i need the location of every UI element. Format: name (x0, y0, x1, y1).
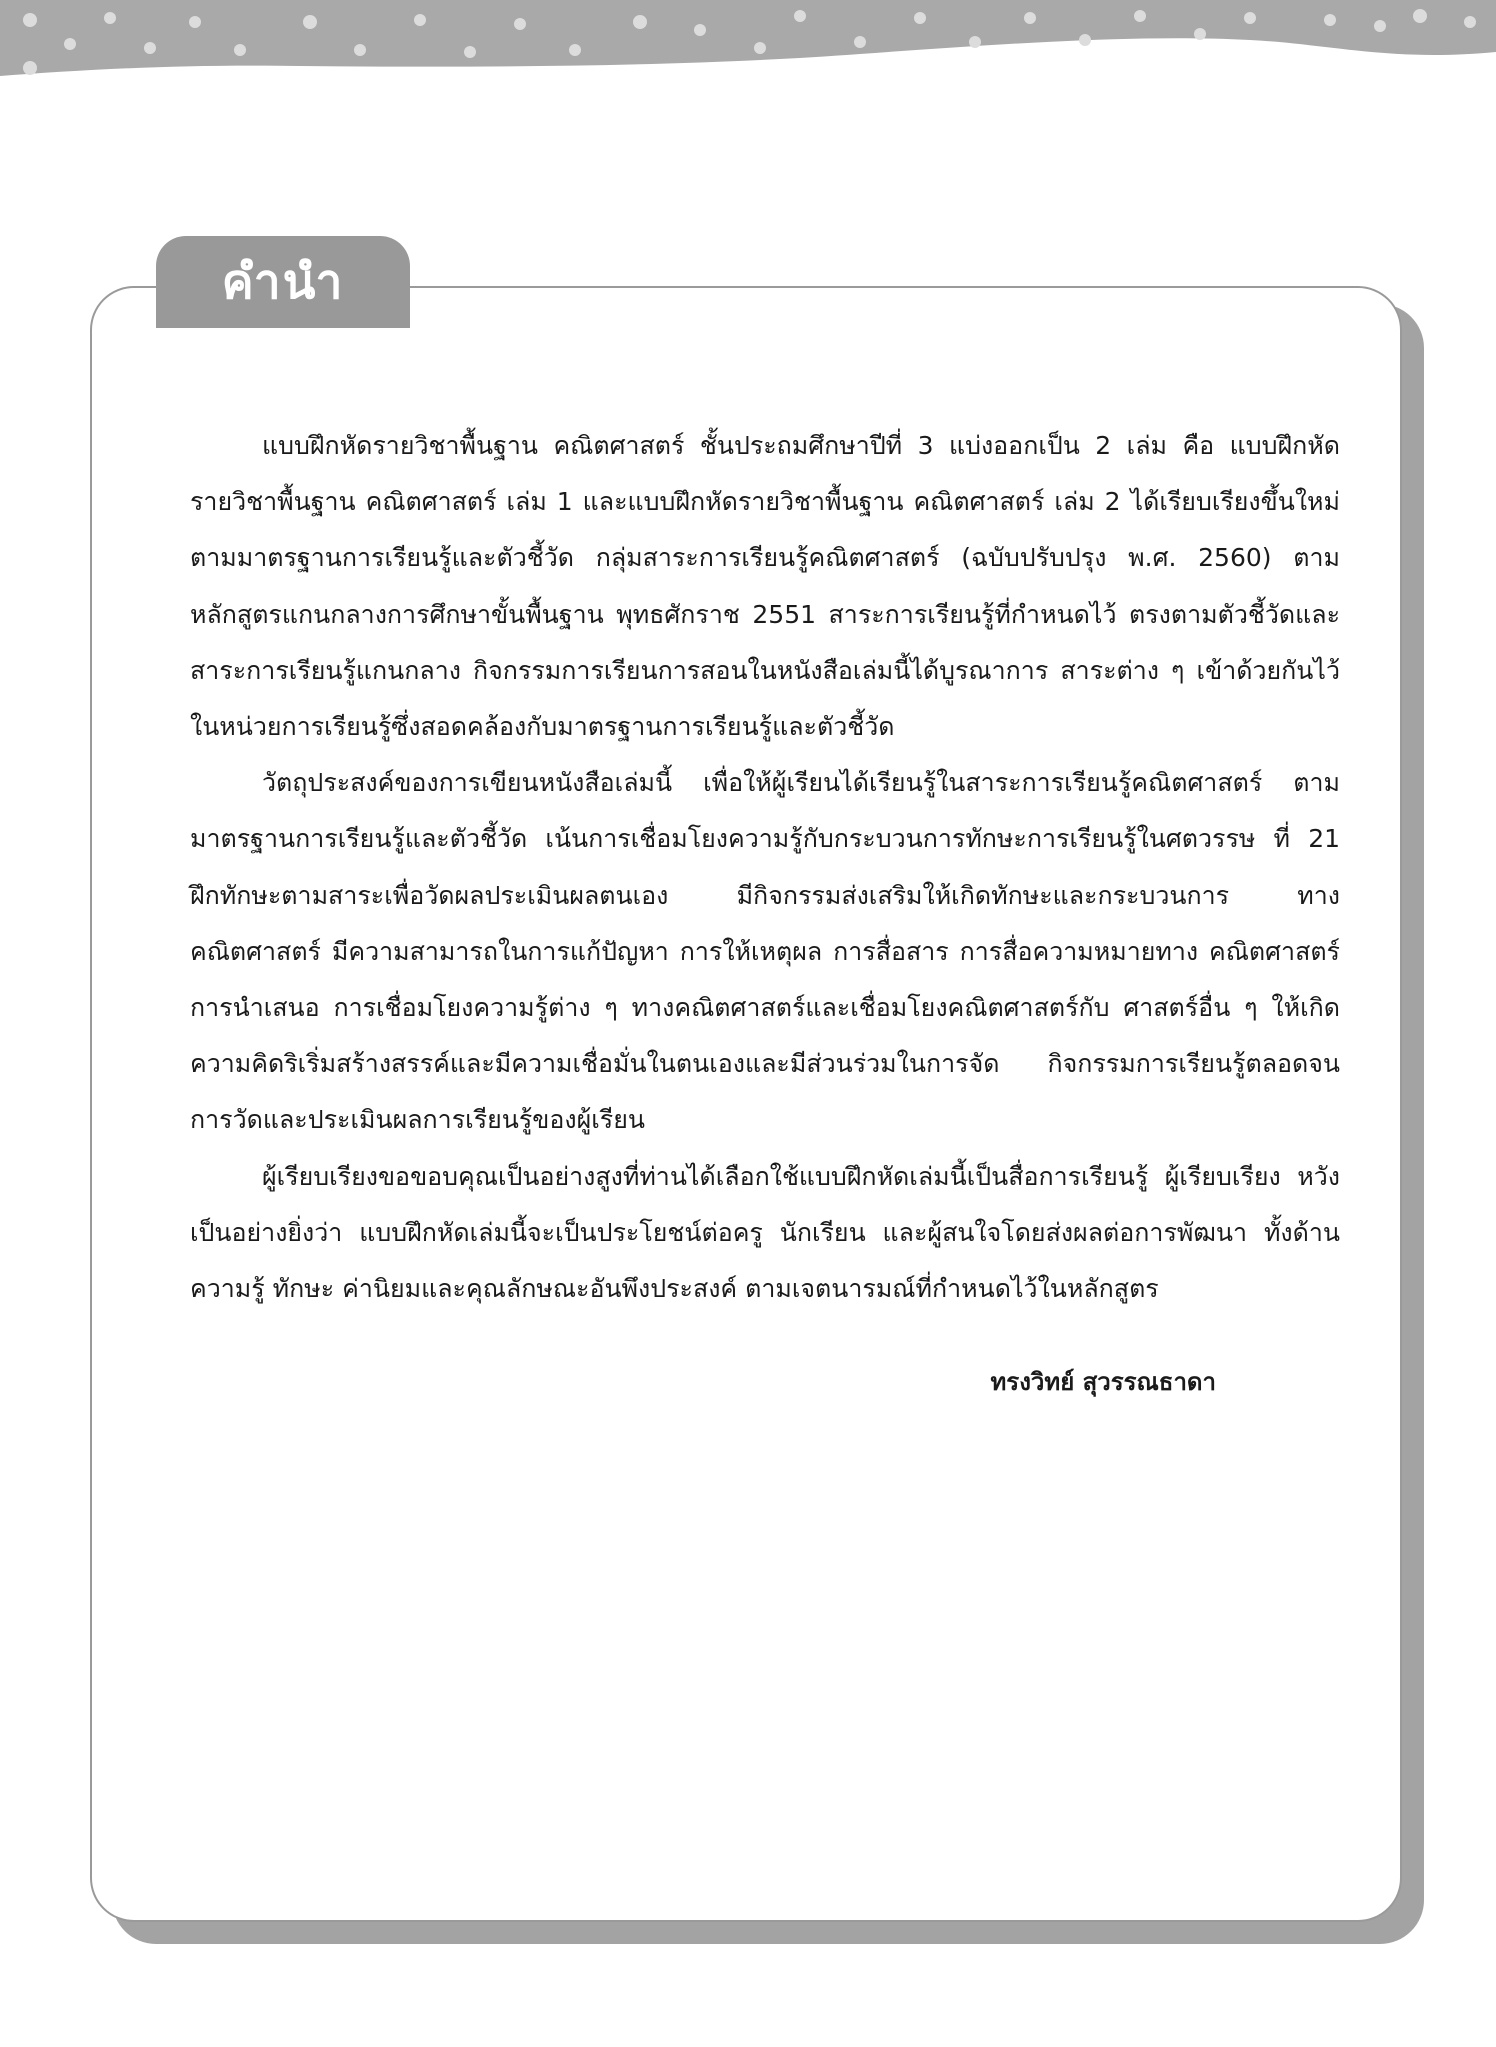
decorative-dotted-banner (0, 0, 1496, 90)
heading-tab (156, 236, 410, 328)
page-title: คำนำ (221, 254, 345, 310)
preface-body (190, 418, 1340, 1317)
paragraph-2: วัตถุประสงค์ของการเขียนหนังสือเล่มนี้ เพื่อให้ผู้เรียนได้เรียนรู้ในสาระการเรียนรู้คณิตศาสตร์ ตามมาตรฐานการเรียนรู้และตัวชี้วัด เน้นการเชื่อมโยงความรู้กับกระบวนการทักษะการเรียนรู้ในศตวรรษ ที่ 21 ฝึกทักษะตามสาระเพื่อวัดผลประเมินผลตนเอง มีกิจกรรมส่งเสริมให้เกิดทักษะและกระบวนการ ทางคณิตศาสตร์ มีความสามารถในการแก้ปัญหา การให้เหตุผล การสื่อสาร การสื่อความหมายทาง คณิตศาสตร์ การนำเสนอ การเชื่อมโยงความรู้ต่าง ๆ ทางคณิตศาสตร์และเชื่อมโยงคณิตศาสตร์กับ ศาสตร์อื่น ๆ ให้เกิดความคิดริเริ่มสร้างสรรค์และมีความเชื่อมั่นในตนเองและมีส่วนร่วมในการจัด กิจกรรมการเรียนรู้ตลอดจนการวัดและประเมินผลการเรียนรู้ของผู้เรียน (190, 768, 1340, 1135)
author-signature: ทรงวิทย์ สุวรรณธาดา (990, 1368, 1216, 1396)
paragraph-3: ผู้เรียบเรียงขอขอบคุณเป็นอย่างสูงที่ท่านได้เลือกใช้แบบฝึกหัดเล่มนี้เป็นสื่อการเรียนรู้ ผู้เรียบเรียง หวังเป็นอย่างยิ่งว่า แบบฝึกหัดเล่มนี้จะเป็นประโยชน์ต่อครู นักเรียน และผู้สนใจโดยส่งผลต่อการพัฒนา ทั้งด้านความรู้ ทักษะ ค่านิยมและคุณลักษณะอันพึงประสงค์ ตามเจตนารมณ์ที่กำหนดไว้ในหลักสูตร (190, 1161, 1340, 1304)
paragraph-1: แบบฝึกหัดรายวิชาพื้นฐาน คณิตศาสตร์ ชั้นประถมศึกษาปีที่ 3 แบ่งออกเป็น 2 เล่ม คือ แบบฝึกหัดรายวิชาพื้นฐาน คณิตศาสตร์ เล่ม 1 และแบบฝึกหัดรายวิชาพื้นฐาน คณิตศาสตร์ เล่ม 2 ได้เรียบเรียงขึ้นใหม่ตามมาตรฐานการเรียนรู้และตัวชี้วัด กลุ่มสาระการเรียนรู้คณิตศาสตร์ (ฉบับปรับปรุง พ.ศ. 2560) ตามหลักสูตรแกนกลางการศึกษาขั้นพื้นฐาน พุทธศักราช 2551 สาระการเรียนรู้ที่กำหนดไว้ ตรงตามตัวชี้วัดและสาระการเรียนรู้แกนกลาง กิจกรรมการเรียนการสอนในหนังสือเล่มนี้ได้บูรณาการ สาระต่าง ๆ เข้าด้วยกันไว้ในหน่วยการเรียนรู้ซึ่งสอดคล้องกับมาตรฐานการเรียนรู้และตัวชี้วัด (190, 431, 1340, 742)
banner-wave-shape (0, 0, 1496, 76)
